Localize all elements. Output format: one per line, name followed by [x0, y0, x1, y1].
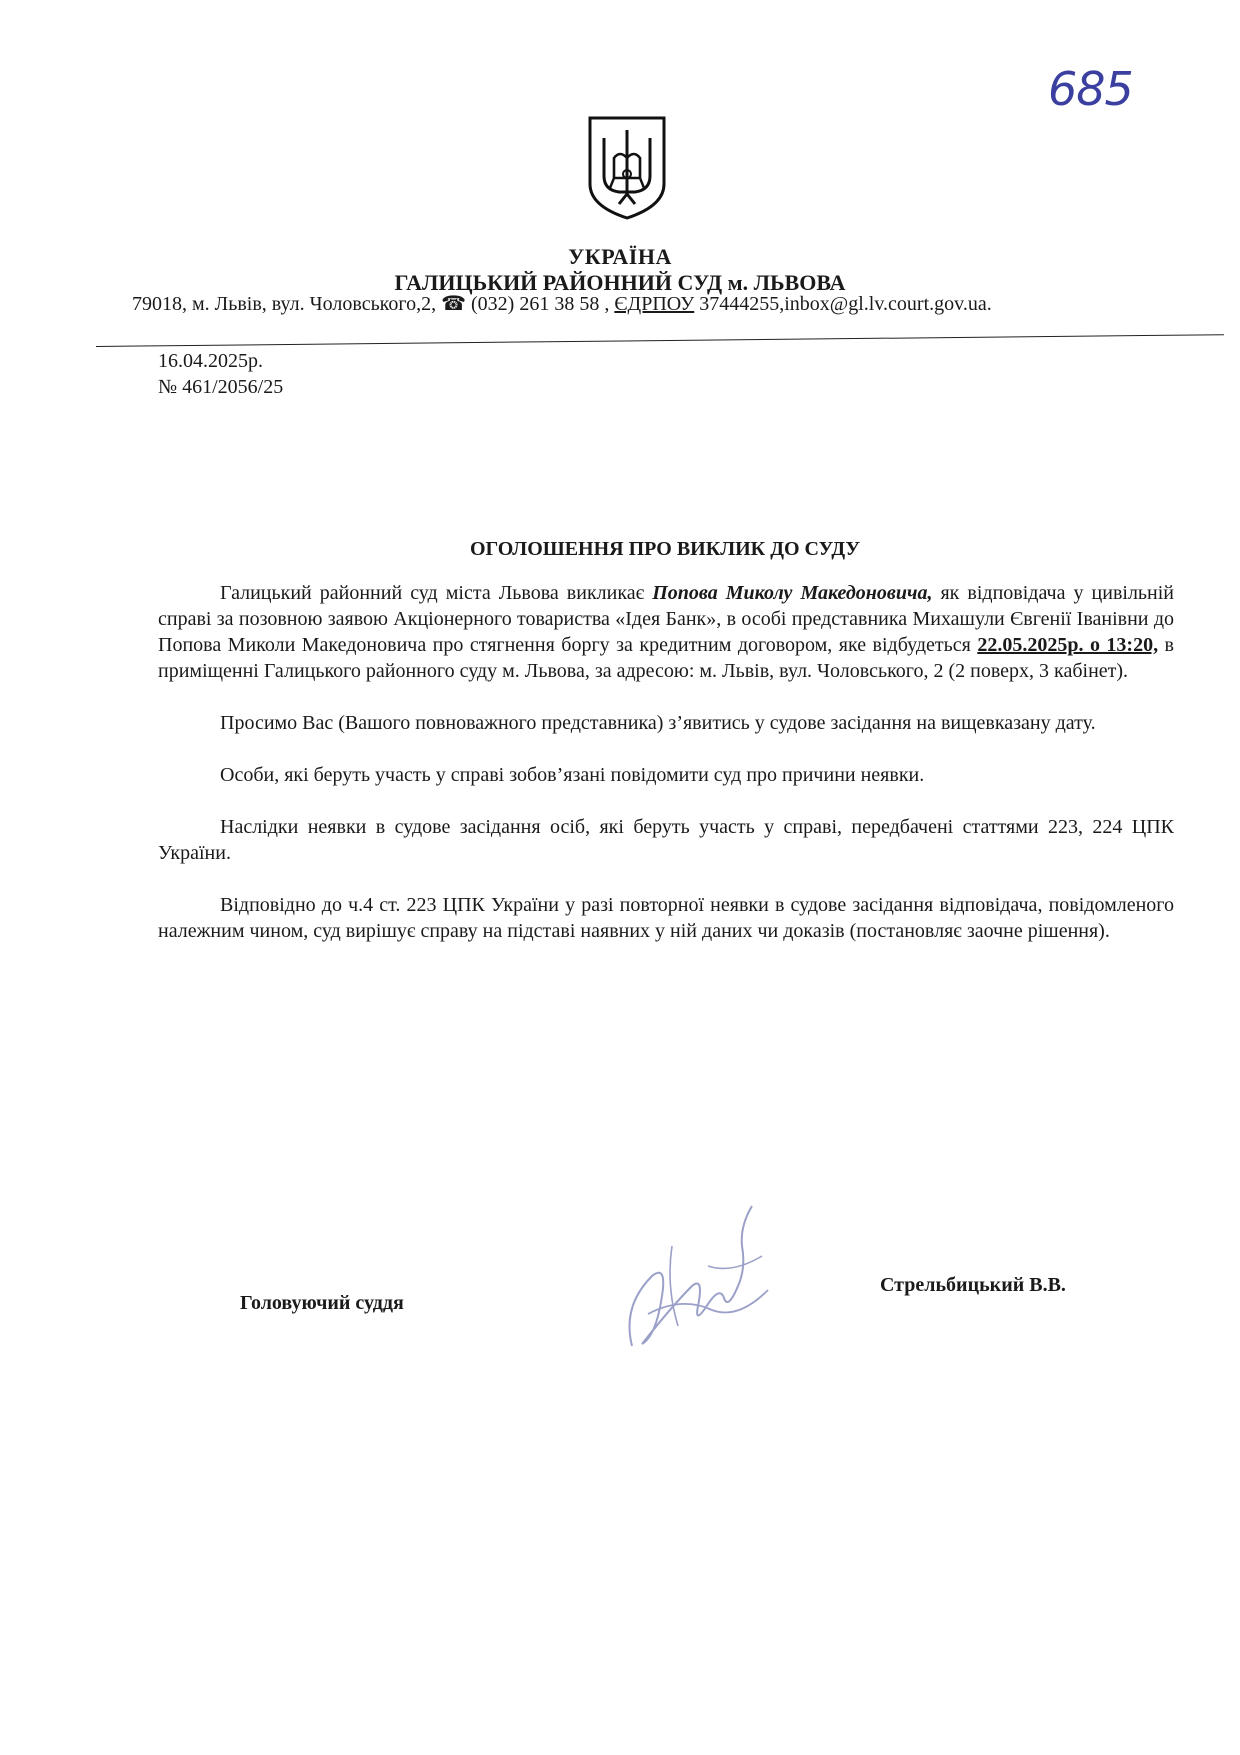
- document-title: ОГОЛОШЕННЯ ПРО ВИКЛИК ДО СУДУ: [469, 538, 861, 560]
- handwritten-page-number: 685: [1048, 62, 1133, 116]
- court-address: 79018, м. Львів, вул. Чоловського,2,: [132, 293, 442, 315]
- court-contact-line: [132, 292, 992, 316]
- paragraph-consequences: Наслідки неявки в судове засідання осіб, які беруть участь у справі, передбачені статтями 223, 224 ЦПК України.: [158, 816, 1174, 864]
- header-divider: [96, 334, 1224, 347]
- paragraph-obligation: Особи, які беруть участь у справі зобов’язані повідомити суд про причини неявки.: [220, 764, 925, 786]
- court-phone: (032) 261 38 58 ,: [466, 293, 615, 315]
- phone-icon: ☎: [441, 293, 467, 315]
- edrpou-label: ЄДРПОУ: [614, 293, 695, 315]
- court-header: [0, 244, 1240, 296]
- handwritten-signature: [612, 1186, 782, 1366]
- document-meta: [158, 348, 283, 400]
- paragraph-request: Просимо Вас (Вашого повноважного представника) з’явитись у судове засідання на вищевказану дату.: [220, 712, 1096, 734]
- paragraph-summons: [158, 580, 1174, 684]
- summons-text-c: в приміщенні Галицького районного суду м. Львова, за адресою: м. Львів, вул. Чоловського, 2 (2 поверх, 3 кабінет).: [158, 634, 1174, 682]
- ukraine-trident-emblem-icon: [586, 114, 668, 222]
- court-name: ГАЛИЦЬКИЙ РАЙОННИЙ СУД м. ЛЬВОВА: [394, 270, 846, 295]
- document-body: [158, 580, 1174, 970]
- country-name: УКРАЇНА: [568, 244, 672, 269]
- hearing-datetime: 22.05.2025р. о 13:20,: [977, 634, 1159, 656]
- judge-name: Стрельбицький В.В.: [880, 1274, 1066, 1296]
- defendant-name: Попова Миколу Македоновича,: [652, 582, 933, 604]
- paragraph-default-judgment: Відповідно до ч.4 ст. 223 ЦПК України у разі повторної неявки в судове засідання відповідача, повідомленого належним чином, суд вирішує справу на підставі наявних у ній даних чи доказів (постановляє заочне рішення).: [158, 894, 1174, 942]
- summons-text-a: Галицький районний суд міста Львова викликає: [220, 582, 653, 604]
- document-date: 16.04.2025р.: [158, 350, 263, 372]
- summons-text-b: як відповідача у цивільній справі за позовною заявою Акціонерного товариства «Ідея Банк», в особі представника Михашули Євгенії Іванівни до Попова Миколи Македоновича про стягнення боргу за кредитним договором, яке відбудеться: [158, 582, 1175, 656]
- presiding-judge-label: Головуючий суддя: [240, 1292, 404, 1314]
- edrpou-and-email: 37444255,inbox@gl.lv.court.gov.ua.: [694, 293, 992, 315]
- case-number: № 461/2056/25: [158, 376, 284, 398]
